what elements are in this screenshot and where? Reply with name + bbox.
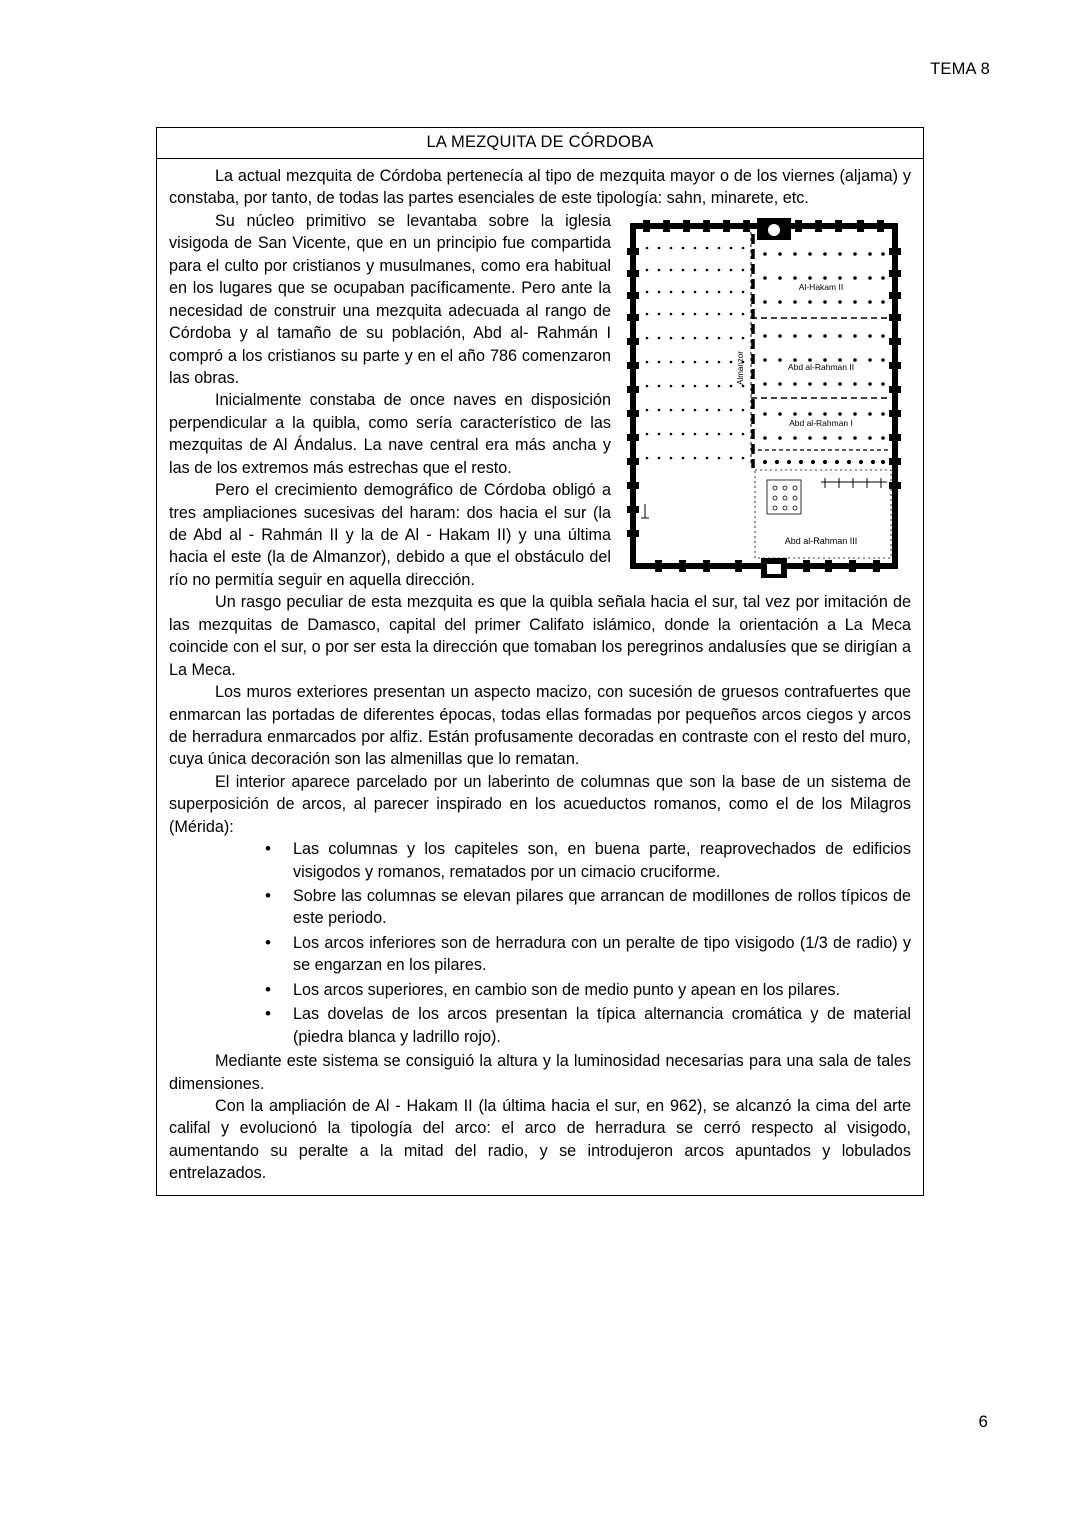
paragraph-8: Mediante este sistema se consiguió la altura y la luminosidad necesarias para una sala de tales dimensiones.	[169, 1052, 911, 1093]
list-item: • Sobre las columnas se elevan pilares que arrancan de modillones de rollos típicos de este periodo.	[265, 885, 911, 930]
figure-floor-plan	[625, 218, 911, 580]
list-item: • Las columnas y los capiteles son, en buena parte, reaprovechados de edificios visigodos y romanos, rematados por un cimacio cruciforme.	[265, 838, 911, 883]
paragraph-6: Los muros exteriores presentan un aspecto macizo, con sucesión de gruesos contrafuertes que enmarcan las portadas de diferentes épocas, todas ellas formadas por pequeños arcos ciegos y arcos de herradura enmarcados por alfiz. Están profusamente decoradas en contraste con el resto del muro, cuya única decoración son las almenillas que lo rematan.	[169, 683, 911, 769]
paragraph-3: Inicialmente constaba de once naves en disposición perpendicular a la quibla, como sería característico de las mezquitas de Al Ándalus. La nave central era más ancha y las de los extremos más estrechas que el resto.	[169, 391, 611, 477]
content-frame	[156, 127, 924, 1196]
list-item: • Los arcos superiores, en cambio son de medio punto y apean en los pilares.	[265, 979, 911, 1001]
svg-text:Abd al-Rahman III: Abd al-Rahman III	[784, 535, 858, 546]
bullet-list	[169, 838, 911, 1048]
section-title: LA MEZQUITA DE CÓRDOBA	[157, 128, 923, 159]
paragraph-1: La actual mezquita de Córdoba pertenecía al tipo de mezquita mayor o de los viernes (aljama) y constaba, por tanto, de todas las partes esenciales de este tipología: sahn, minarete, etc.	[169, 167, 911, 208]
list-item: • Las dovelas de los arcos presentan la típica alternancia cromática y de material (piedra blanca y ladrillo rojo).	[265, 1003, 911, 1048]
paragraph-2: Su núcleo primitivo se levantaba sobre la iglesia visigoda de San Vicente, que en un principio fue compartida para el culto por cristianos y musulmanes, como era habitual en los lugares que se ocupaban pacíficamente. Pero ante la necesidad de construir una mezquita adecuada al rango de Córdoba y al tamaño de su población, Abd al- Rahmán I compró a los cristianos su parte y en el año 786 comenzaron las obras.	[169, 211, 611, 387]
svg-text:Abd al-Rahman I: Abd al-Rahman I	[789, 417, 853, 428]
paragraph-7: El interior aparece parcelado por un laberinto de columnas que son la base de un sistema de superposición de arcos, al parecer inspirado en los acueductos romanos, como el de los Milagros (Mérida):	[169, 772, 911, 836]
page-number: 6	[978, 1412, 988, 1431]
body-text	[157, 159, 923, 1195]
svg-text:Al-Hakam II: Al-Hakam II	[798, 281, 844, 292]
svg-text:Abd al-Rahman II: Abd al-Rahman II	[787, 361, 855, 372]
svg-text:Almanzor: Almanzor	[736, 350, 745, 385]
page-header-topic: TEMA 8	[930, 60, 990, 78]
floor-plan-drawing	[625, 218, 911, 580]
paragraph-5: Un rasgo peculiar de esta mezquita es que la quibla señala hacia el sur, tal vez por imitación de las mezquitas de Damasco, capital del primer Califato islámico, donde la orientación a La Meca coincide con el sur, o por ser esta la dirección que tomaban los peregrinos andalusíes que se dirigían a La Meca.	[169, 593, 911, 679]
list-item: • Los arcos inferiores son de herradura con un peralte de tipo visigodo (1/3 de radio) y se engarzan en los pilares.	[265, 932, 911, 977]
paragraph-9: Con la ampliación de Al - Hakam II (la última hacia el sur, en 962), se alcanzó la cima del arte califal y evolucionó la tipología del arco: el arco de herradura se cerró respecto al visigodo, aumentando su peralte a la mitad del radio, y se introdujeron arcos apuntados y lobulados entrelazados.	[169, 1096, 911, 1183]
paragraph-4: Pero el crecimiento demográfico de Córdoba obligó a tres ampliaciones sucesivas del haram: dos hacia el sur (la de Abd al - Rahmán II y la de Al - Hakam II) y una última hacia el este (la de Almanzor), debido a que el obstáculo del río no permitía seguir en aquella dirección.	[169, 481, 611, 589]
